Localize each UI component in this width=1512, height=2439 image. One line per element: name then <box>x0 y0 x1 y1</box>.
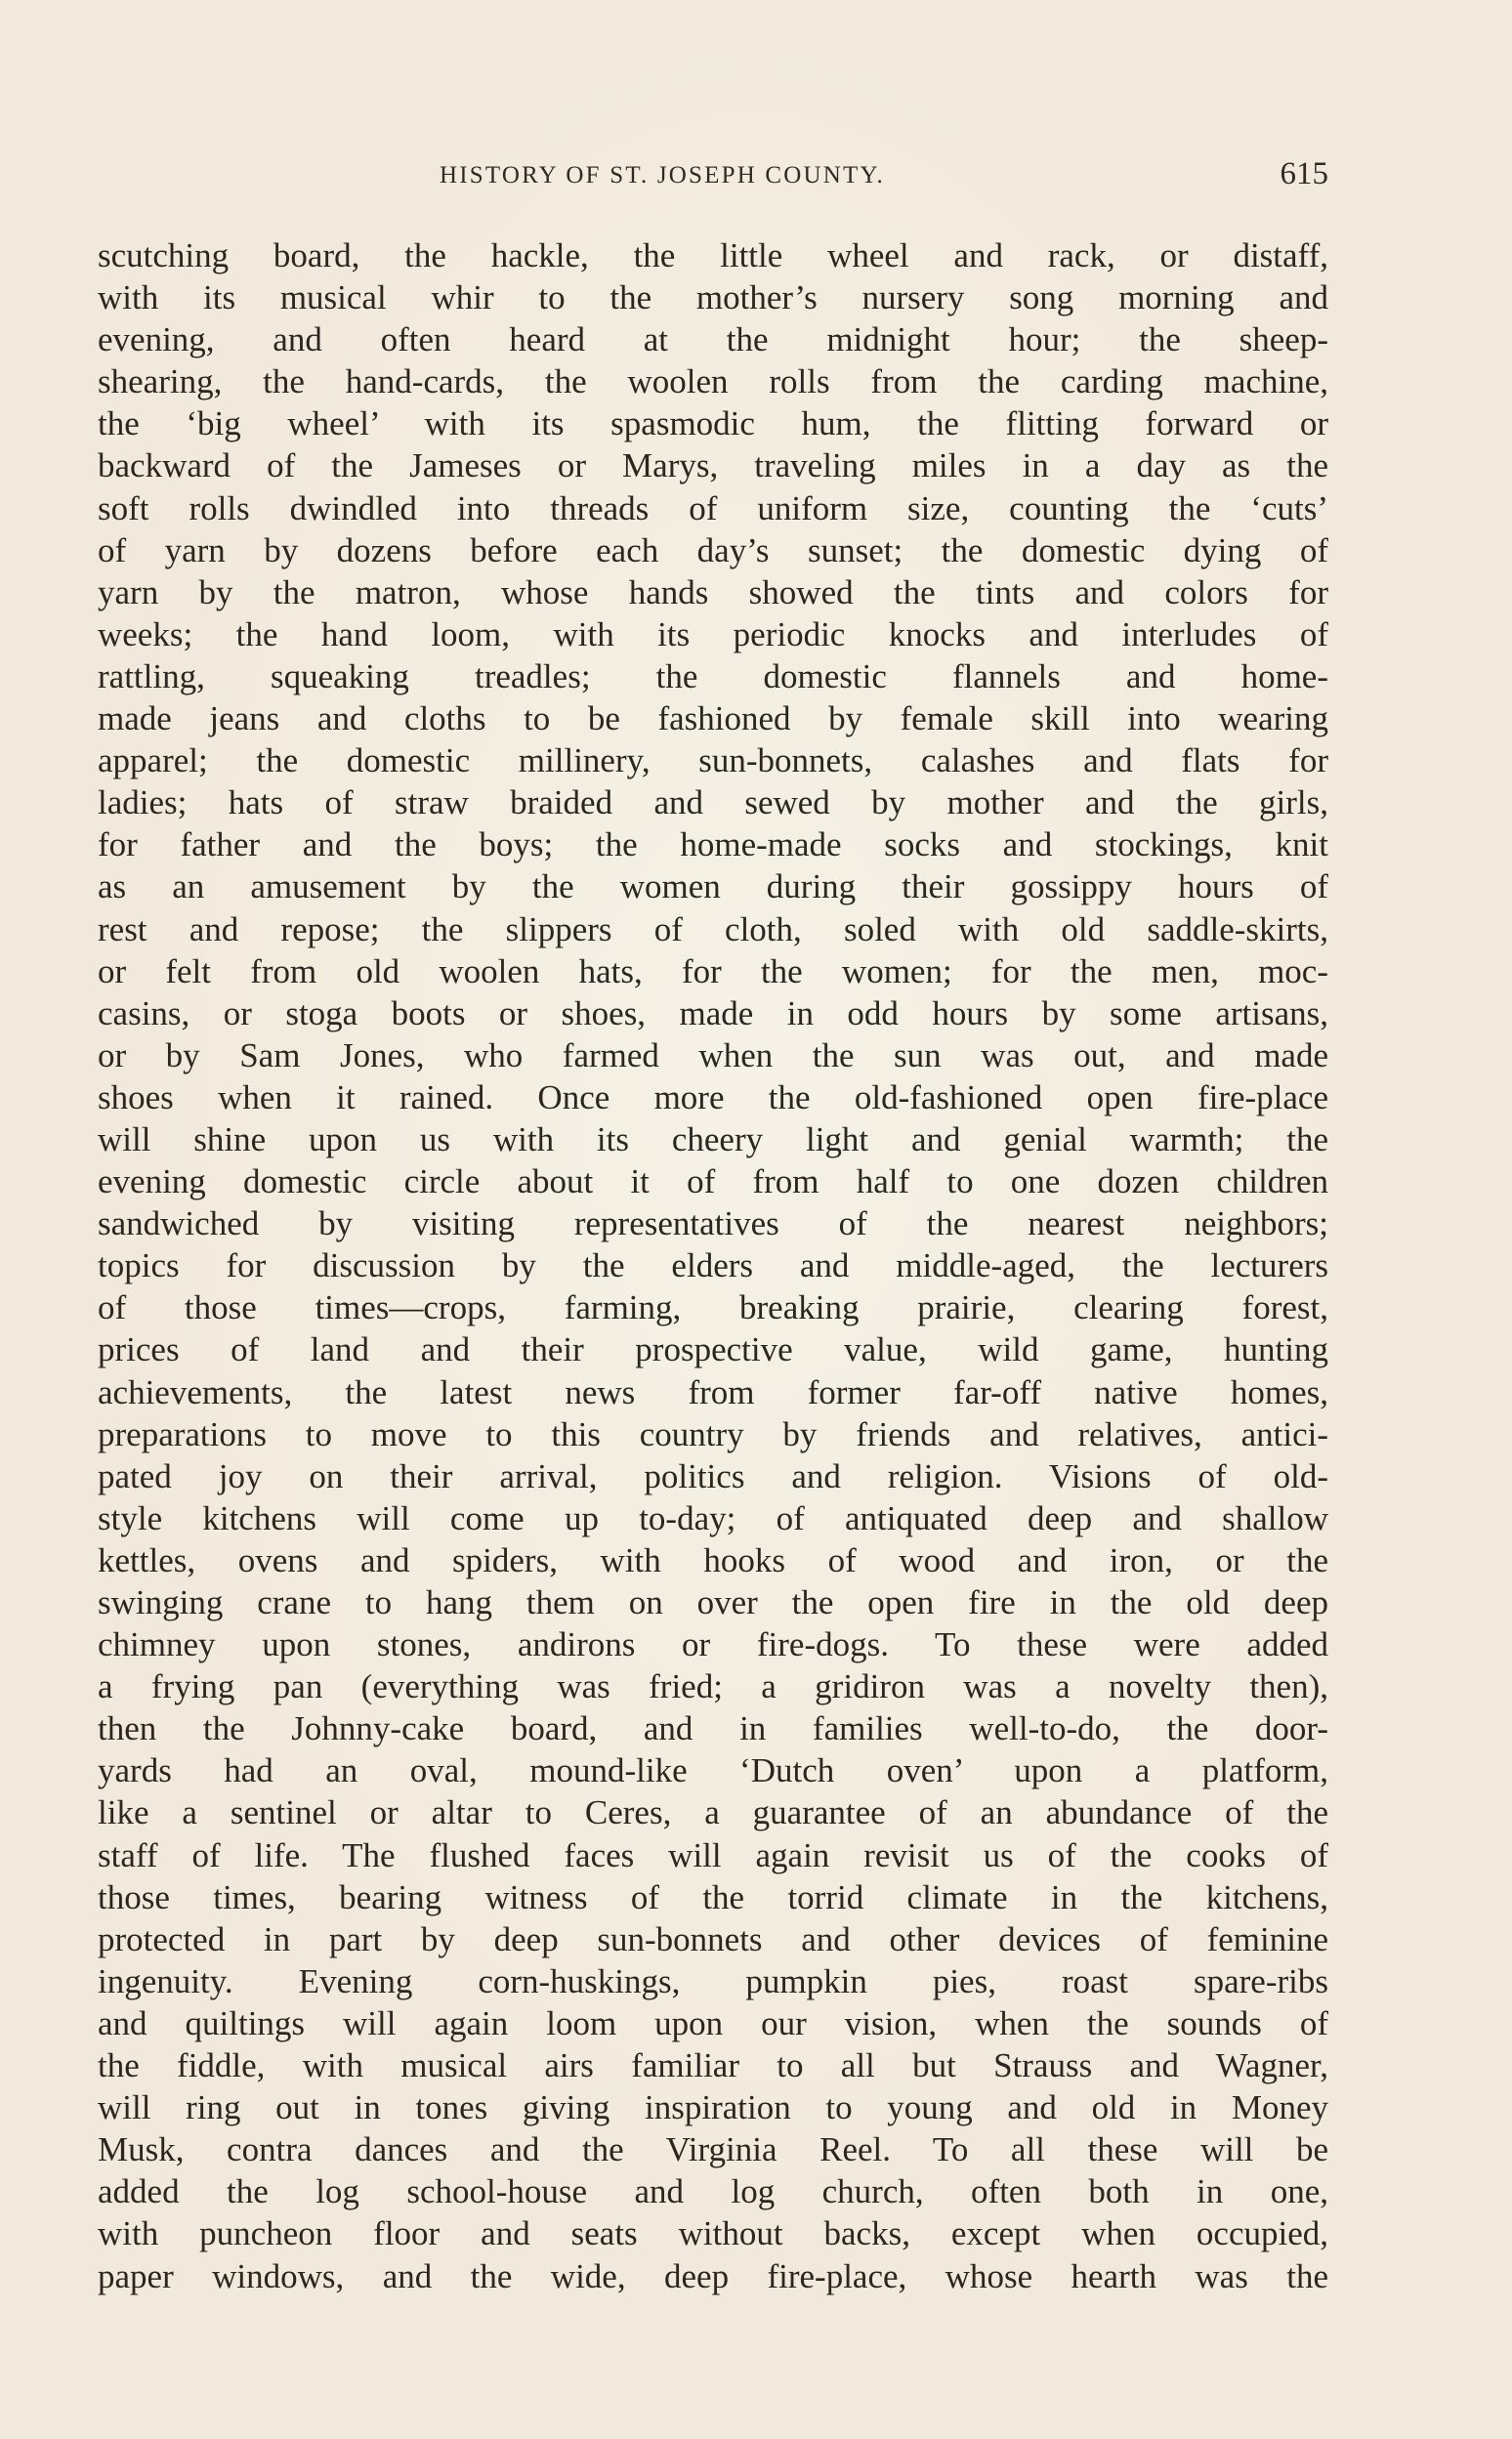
text-line: backward of the Jameses or Marys, traveling miles in a day as the <box>98 446 1328 485</box>
text-line: achievements, the latest news from former far-off native homes, <box>98 1372 1328 1411</box>
text-line: pated joy on their arrival, politics and religion. Visions of old- <box>98 1456 1328 1495</box>
running-head: HISTORY OF ST. JOSEPH COUNTY. <box>440 162 886 189</box>
text-line: like a sentinel or altar to Ceres, a guarantee of an abundance of the <box>98 1793 1328 1832</box>
page-number: 615 <box>1280 156 1328 191</box>
text-line: the ‘big wheel’ with its spasmodic hum, the flitting forward or <box>98 404 1328 443</box>
text-line: ladies; hats of straw braided and sewed by mother and the girls, <box>98 783 1328 822</box>
text-line: with puncheon floor and seats without backs, except when occupied, <box>98 2214 1328 2253</box>
text-line: paper windows, and the wide, deep fire-place, whose hearth was the <box>98 2256 1328 2295</box>
text-line: as an amusement by the women during their gossippy hours of <box>98 867 1328 906</box>
text-line: prices of land and their prospective value, wild game, hunting <box>98 1330 1328 1369</box>
text-line: scutching board, the hackle, the little wheel and rack, or distaff, <box>98 236 1328 274</box>
text-line: shoes when it rained. Once more the old-fashioned open fire-place <box>98 1077 1328 1116</box>
text-line: will ring out in tones giving inspiration to young and old in Money <box>98 2088 1328 2127</box>
text-line: swinging crane to hang them on over the open fire in the old deep <box>98 1583 1328 1621</box>
text-line: for father and the boys; the home-made socks and stockings, knit <box>98 825 1328 864</box>
text-line: and quiltings will again loom upon our vision, when the sounds of <box>98 2003 1328 2042</box>
text-line: protected in part by deep sun-bonnets and other devices of feminine <box>98 1919 1328 1958</box>
text-line: evening domestic circle about it of from half to one dozen children <box>98 1162 1328 1201</box>
page-header <box>98 154 1328 203</box>
text-line: sandwiched by visiting representatives of the nearest neighbors; <box>98 1204 1328 1243</box>
text-line: ingenuity. Evening corn-huskings, pumpkin pies, roast spare-ribs <box>98 1961 1328 2000</box>
text-line: a frying pan (everything was fried; a gridiron was a novelty then), <box>98 1667 1328 1706</box>
text-line: those times, bearing witness of the torrid climate in the kitchens, <box>98 1877 1328 1916</box>
text-line: weeks; the hand loom, with its periodic knocks and interludes of <box>98 614 1328 653</box>
text-line: or felt from old woolen hats, for the women; for the men, moc- <box>98 951 1328 990</box>
text-line: or by Sam Jones, who farmed when the sun was out, and made <box>98 1035 1328 1074</box>
text-line: kettles, ovens and spiders, with hooks of wood and iron, or the <box>98 1540 1328 1579</box>
text-line: will shine upon us with its cheery light and genial warmth; the <box>98 1119 1328 1158</box>
text-line: added the log school-house and log church, often both in one, <box>98 2172 1328 2211</box>
text-line: with its musical whir to the mother’s nursery song morning and <box>98 278 1328 317</box>
text-line: of those times—crops, farming, breaking prairie, clearing forest, <box>98 1288 1328 1327</box>
text-line: evening, and often heard at the midnight hour; the sheep- <box>98 320 1328 359</box>
text-line: soft rolls dwindled into threads of uniform size, counting the ‘cuts’ <box>98 488 1328 527</box>
text-line: casins, or stoga boots or shoes, made in odd hours by some artisans, <box>98 993 1328 1032</box>
text-line: chimney upon stones, andirons or fire-dogs. To these were added <box>98 1625 1328 1664</box>
text-line: rest and repose; the slippers of cloth, soled with old saddle-skirts, <box>98 909 1328 948</box>
text-line: the fiddle, with musical airs familiar to all but Strauss and Wagner, <box>98 2046 1328 2085</box>
text-line: yarn by the matron, whose hands showed the tints and colors for <box>98 572 1328 611</box>
text-line: topics for discussion by the elders and middle-aged, the lecturers <box>98 1246 1328 1285</box>
text-line: style kitchens will come up to-day; of antiquated deep and shallow <box>98 1498 1328 1537</box>
text-line: shearing, the hand-cards, the woolen rolls from the carding machine, <box>98 362 1328 401</box>
text-line: then the Johnny-cake board, and in families well-to-do, the door- <box>98 1709 1328 1748</box>
text-line: yards had an oval, mound-like ‘Dutch oven’ upon a platform, <box>98 1751 1328 1790</box>
text-line: staff of life. The flushed faces will again revisit us of the cooks of <box>98 1835 1328 1874</box>
text-line: rattling, squeaking treadles; the domestic flannels and home- <box>98 656 1328 695</box>
text-line: made jeans and cloths to be fashioned by female skill into wearing <box>98 699 1328 738</box>
body-text <box>98 234 1328 2297</box>
text-line: Musk, contra dances and the Virginia Reel. To all these will be <box>98 2130 1328 2169</box>
text-line: of yarn by dozens before each day’s sunset; the domestic dying of <box>98 530 1328 569</box>
text-line: apparel; the domestic millinery, sun-bonnets, calashes and flats for <box>98 741 1328 780</box>
text-line: preparations to move to this country by friends and relatives, antici- <box>98 1414 1328 1453</box>
